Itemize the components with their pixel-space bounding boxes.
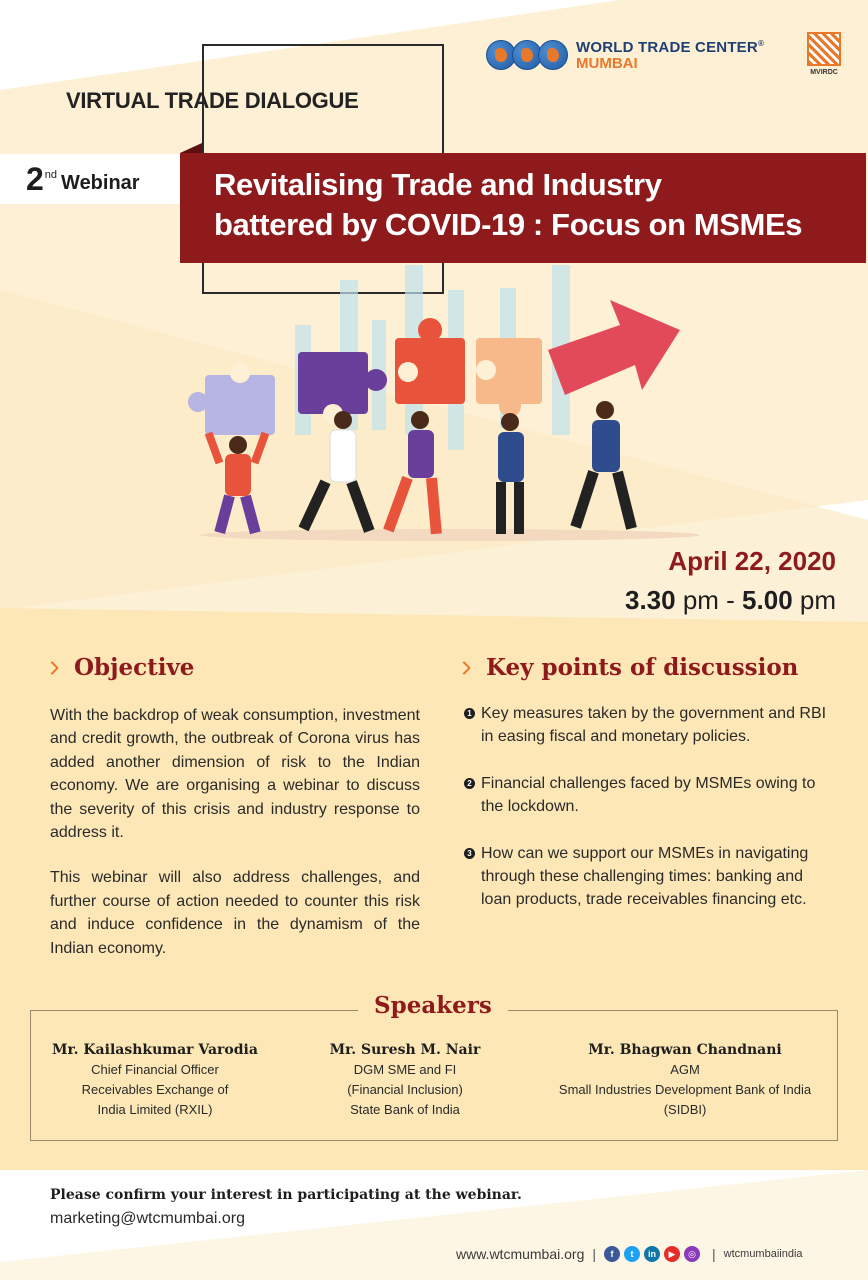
separator: | <box>712 1246 716 1262</box>
speaker-org: (SIDBI) <box>663 1102 707 1117</box>
key-points-heading: Key points of discussion <box>460 654 798 681</box>
puzzle-piece-lavender <box>188 363 275 435</box>
webinar-number: 2nd <box>26 160 58 197</box>
chevron-right-icon <box>48 659 62 677</box>
mvirdc-logo <box>802 32 846 80</box>
chevron-right-icon <box>460 659 474 677</box>
confirm-text: Please confirm your interest in participating at the webinar. <box>50 1187 522 1203</box>
globe-icons <box>486 40 564 70</box>
facebook-icon[interactable]: f <box>604 1246 620 1262</box>
speaker-org: Small Industries Development Bank of India <box>558 1082 812 1097</box>
series-title: VIRTUAL TRADE DIALOGUE <box>66 88 359 113</box>
speaker-name: Mr. Suresh M. Nair <box>329 1042 481 1058</box>
objective-paragraph-2: This webinar will also address challenges, and further course of action needed to counter this risk and induce confidence in the dynamism of the Indian economy. <box>50 869 420 957</box>
social-handle: wtcmumbaiindia <box>723 1248 803 1260</box>
person-1 <box>205 432 269 535</box>
youtube-icon[interactable]: ▶ <box>664 1246 680 1262</box>
mvirdc-emblem-icon <box>807 32 841 66</box>
objective-text <box>50 704 420 982</box>
instagram-icon[interactable]: ◎ <box>684 1246 700 1262</box>
event-time: 3.30 pm - 5.00 pm <box>624 585 836 615</box>
speaker-name: Mr. Bhagwan Chandnani <box>588 1042 782 1058</box>
number-badge-icon: 2 <box>464 778 475 789</box>
number-badge-icon: 3 <box>464 848 475 859</box>
separator: | <box>592 1246 597 1262</box>
speaker-card <box>40 1040 270 1120</box>
speaker-card <box>300 1040 510 1120</box>
event-title-line2: battered by COVID-19 : Focus on MSMEs <box>214 207 803 242</box>
key-points-list <box>464 702 836 935</box>
event-title-band <box>180 153 866 263</box>
footer-bar <box>456 1246 803 1262</box>
puzzle-piece-peach <box>476 338 542 417</box>
globe-icon <box>538 40 568 70</box>
key-point-item: 2 Financial challenges faced by MSMEs owing to the lockdown. <box>464 772 836 819</box>
person-4 <box>496 413 524 534</box>
event-date: April 22, 2020 <box>668 546 836 576</box>
number-badge-icon: 1 <box>464 708 475 719</box>
webinar-tag <box>0 154 192 204</box>
mvirdc-label: MVIRDC <box>810 69 838 76</box>
objective-paragraph-1: With the backdrop of weak consumption, investment and credit growth, the outbreak of Corona virus has added another dimension of risk to the Indian economy. We are organising a webinar to discuss the severity of this crisis and industry response to address it. <box>50 707 420 842</box>
objective-heading: Objective <box>48 654 194 681</box>
speaker-title: Chief Financial Officer <box>91 1062 219 1077</box>
speakers-heading: Speakers <box>358 992 508 1019</box>
email-link[interactable]: marketing@wtcmumbai.org <box>50 1210 245 1227</box>
webinar-word: Webinar <box>61 171 140 194</box>
speaker-org: India Limited (RXIL) <box>97 1102 213 1117</box>
twitter-icon[interactable]: t <box>624 1246 640 1262</box>
person-5 <box>570 401 637 530</box>
event-title-line1: Revitalising Trade and Industry <box>214 167 662 202</box>
speaker-org: (Financial Inclusion) <box>347 1082 463 1097</box>
puzzle-team-illustration <box>180 260 700 550</box>
wtc-logo <box>486 32 786 78</box>
speaker-title: AGM <box>670 1062 700 1077</box>
website-link[interactable]: www.wtcmumbai.org <box>456 1246 585 1262</box>
speaker-org: State Bank of India <box>350 1102 460 1117</box>
key-point-item: 3 How can we support our MSMEs in navigating through these challenging times: banking and loan products, trade receivables financing etc. <box>464 842 836 912</box>
speaker-title: DGM SME and FI <box>353 1062 457 1077</box>
speaker-org: Receivables Exchange of <box>81 1082 229 1097</box>
linkedin-icon[interactable]: in <box>644 1246 660 1262</box>
speaker-card <box>540 1040 830 1120</box>
key-point-item: 1 Key measures taken by the government and RBI in easing fiscal and monetary policies. <box>464 702 836 749</box>
speaker-name: Mr. Kailashkumar Varodia <box>52 1042 258 1058</box>
org-name: WORLD TRADE CENTER® <box>576 38 765 56</box>
org-city: MUMBAI <box>576 54 638 72</box>
